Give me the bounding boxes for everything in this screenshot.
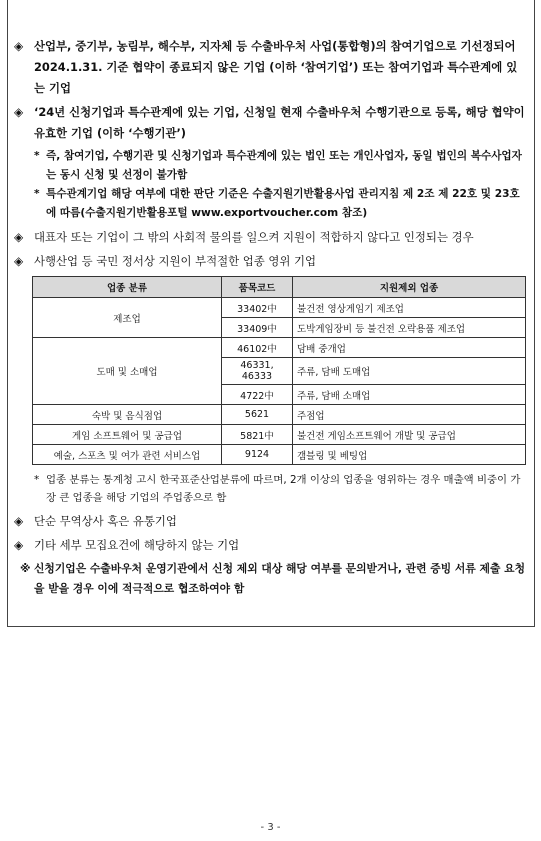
exclusion-item-2	[14, 102, 528, 144]
category-cell: 게임 소프트웨어 및 공급업	[33, 425, 222, 445]
sub-note-text: 즉, 참여기업, 수행기관 및 신청기업과 특수관계에 있는 법인 또는 개인사업자, 동일 법인의 복수사업자는 동시 신청 및 선정이 불가함	[46, 150, 522, 181]
diamond-bullet-icon: ◈	[14, 230, 24, 244]
category-cell: 도매 및 소매업	[33, 338, 222, 405]
exclusion-text: ‘24년 신청기업과 특수관계에 있는 기업, 신청일 현재 수출바우처 수행기관으로 등록, 해당 협약이 유효한 기업 (이하 ‘수행기관’)	[34, 105, 525, 140]
sub-note-text: 특수관계기업 해당 여부에 대한 판단 기준은 수출지원기반활용사업 관리지침 제 2조 제 22호 및 23호에 따름(수출지원기반활용포털 www.exportvoucher.com 참조)	[46, 188, 520, 219]
excluded-industry-cell: 주류, 담배 소매업	[293, 385, 526, 405]
code-cell: 33402中	[222, 298, 293, 318]
exclusion-item-3	[14, 227, 528, 248]
excluded-industry-cell: 도박게임장비 등 불건전 오락용품 제조업	[293, 318, 526, 338]
code-cell: 9124	[222, 445, 293, 465]
excluded-industry-cell: 담배 중개업	[293, 338, 526, 358]
page-number: - 3 -	[260, 822, 281, 833]
table-row	[33, 445, 526, 465]
exclusion-text: 기타 세부 모집요건에 해당하지 않는 기업	[34, 538, 240, 552]
exclusion-item-1	[14, 36, 528, 99]
excluded-industry-cell: 불건전 게임소프트웨어 개발 및 공급업	[293, 425, 526, 445]
diamond-bullet-icon: ◈	[14, 105, 24, 119]
cooperation-note-text: 신청기업은 수출바우처 운영기관에서 신청 제외 대상 해당 여부를 문의받거나, 관련 증빙 서류 제출 요청을 받을 경우 이에 적극적으로 협조하여야 함	[34, 562, 526, 595]
asterisk-icon: *	[34, 188, 40, 200]
code-cell: 46331, 46333	[222, 358, 293, 385]
code-cell: 5621	[222, 405, 293, 425]
reference-mark-icon: ※	[20, 562, 31, 575]
header-category: 업종 분류	[33, 277, 222, 298]
table-header-row	[33, 277, 526, 298]
asterisk-icon: *	[34, 150, 40, 162]
sub-note-1	[14, 147, 528, 185]
cooperation-note	[14, 559, 528, 599]
category-cell: 예술, 스포츠 및 여가 관련 서비스업	[33, 445, 222, 465]
excluded-industry-cell: 불건전 영상게임기 제조업	[293, 298, 526, 318]
diamond-bullet-icon: ◈	[14, 254, 24, 268]
exclusion-item-5	[14, 511, 528, 532]
table-note-text: 업종 분류는 통계청 고시 한국표준산업분류에 따르며, 2개 이상의 업종을 영위하는 경우 매출액 비중이 가장 큰 업종을 해당 기업의 주업종으로 함	[46, 474, 521, 504]
code-cell: 33409中	[222, 318, 293, 338]
excluded-industry-table	[32, 276, 526, 465]
exclusion-item-4	[14, 251, 528, 272]
code-cell: 5821中	[222, 425, 293, 445]
sub-note-2	[14, 185, 528, 223]
diamond-bullet-icon: ◈	[14, 39, 24, 53]
table-note	[14, 471, 528, 507]
exclusion-text: 사행산업 등 국민 정서상 지원이 부적절한 업종 영위 기업	[34, 254, 317, 268]
table-row	[33, 298, 526, 318]
code-cell: 4722中	[222, 385, 293, 405]
exclusion-text: 산업부, 중기부, 농림부, 해수부, 지자체 등 수출바우처 사업(통합형)의 참여기업으로 기선정되어 2024.1.31. 기준 협약이 종료되지 않은 기업 (이하 ‘참여기업’) 또는 참여기업과 특수관계에 있는 기업	[34, 39, 518, 95]
table-row	[33, 338, 526, 358]
code-cell: 46102中	[222, 338, 293, 358]
excluded-industry-cell: 갬블링 및 베팅업	[293, 445, 526, 465]
excluded-industry-cell: 주류, 담배 도매업	[293, 358, 526, 385]
exclusion-item-6	[14, 535, 528, 556]
diamond-bullet-icon: ◈	[14, 514, 24, 528]
exclusion-text: 단순 무역상사 혹은 유통기업	[34, 514, 177, 528]
table-row	[33, 425, 526, 445]
header-code: 품목코드	[222, 277, 293, 298]
document-body	[14, 36, 528, 599]
exclusion-text: 대표자 또는 기업이 그 밖의 사회적 물의를 일으켜 지원이 적합하지 않다고 인정되는 경우	[34, 230, 474, 244]
excluded-industry-cell: 주점업	[293, 405, 526, 425]
header-excluded: 지원제외 업종	[293, 277, 526, 298]
table-row	[33, 405, 526, 425]
asterisk-icon: *	[34, 474, 40, 486]
diamond-bullet-icon: ◈	[14, 538, 24, 552]
category-cell: 숙박 및 음식점업	[33, 405, 222, 425]
category-cell: 제조업	[33, 298, 222, 338]
